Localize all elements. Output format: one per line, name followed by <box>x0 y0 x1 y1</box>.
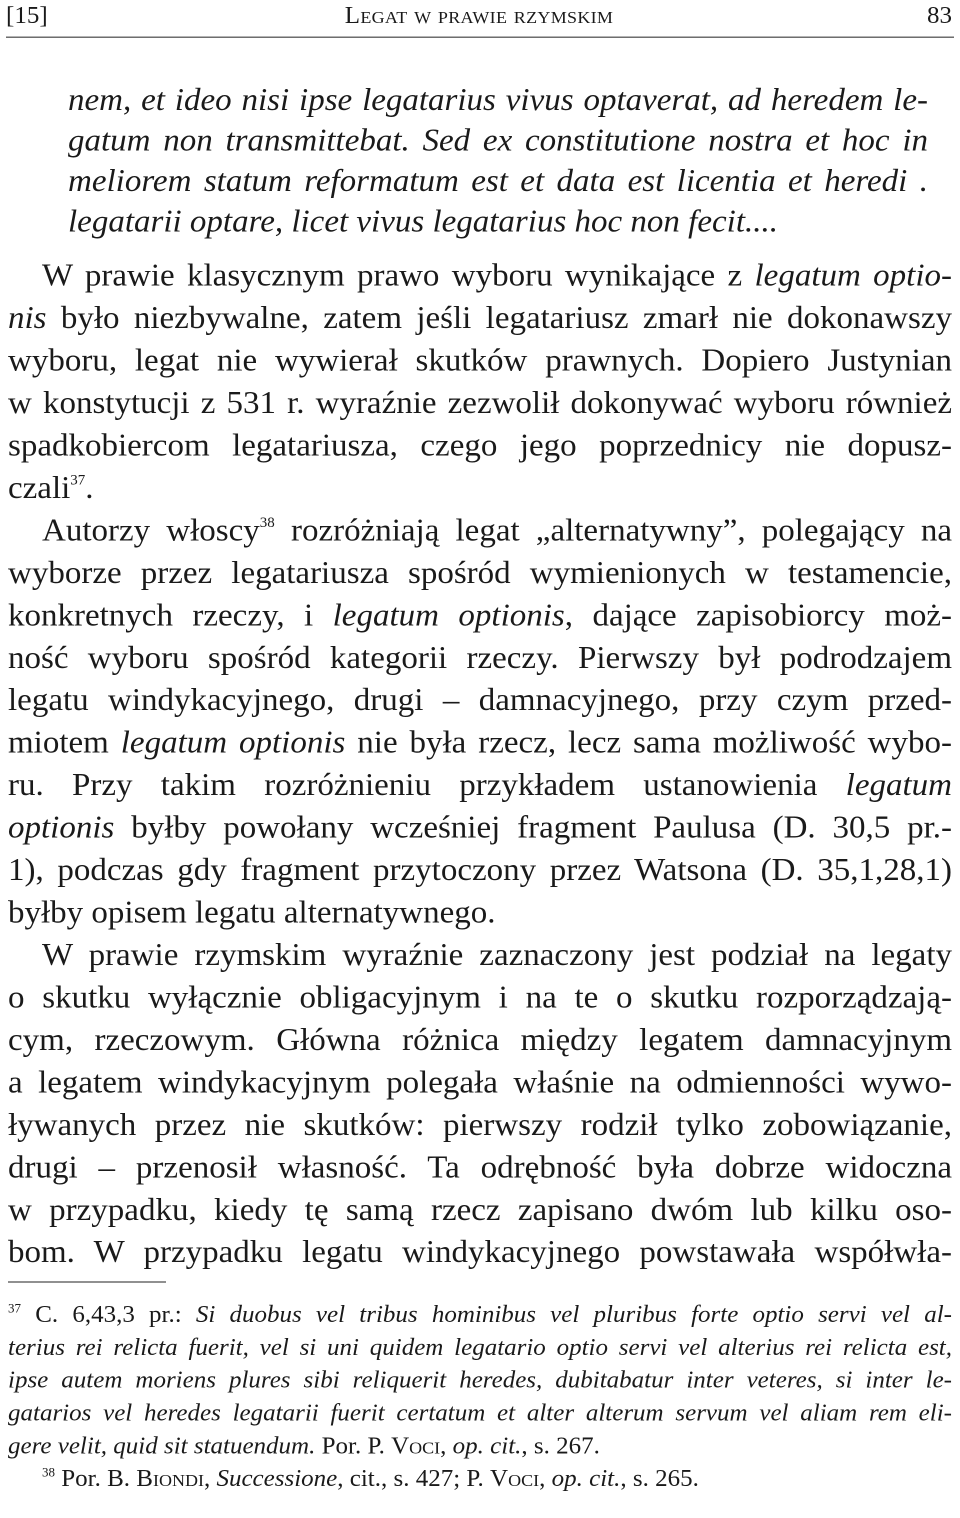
text: , <box>440 1433 453 1460</box>
paragraph-line: ność wyboru spośród kategorii rzeczy. Pierwszy był podrodzajem <box>8 640 952 676</box>
footnote-ref[interactable]: 38 <box>259 515 275 531</box>
latin-term: legatum optionis <box>332 598 565 634</box>
footnote-rule <box>8 1282 166 1283</box>
latin-term: nis <box>8 301 47 336</box>
footnote-37-line <box>8 1332 952 1365</box>
latin-term: legatum optio- <box>754 258 952 294</box>
paragraph-line: drugi – przenosił własność. Ta odrębność była dobrze widoczna <box>8 1150 952 1186</box>
text: rozróżniają legat „alternatywny”, polegający na <box>274 513 952 549</box>
paragraph-line: spadkobiercom legatariusza, czego jego poprzednicy nie dopusz- <box>8 428 952 464</box>
footnote-ref[interactable]: 37 <box>70 472 86 489</box>
quote-line: meliorem statum reformatum est et data est licentia et heredi . <box>68 164 928 199</box>
latin-quote: Si duobus vel tribus hominibus vel pluribus forte optio servi vel al- <box>195 1301 952 1328</box>
text: , <box>539 1465 552 1492</box>
latin-term: optionis <box>8 810 115 846</box>
quote-line: nem, et ideo nisi ipse legatarius vivus optaverat, ad heredem le- <box>68 82 928 118</box>
latin-quote: gere velit, quid sit statuendum. <box>8 1433 316 1460</box>
text: , cit., s. 427; P. <box>337 1465 491 1492</box>
paragraph-line <box>8 469 952 508</box>
paragraph-line <box>8 809 952 848</box>
paragraph-line: o skutku wyłącznie obligacyjnym i na te o skutku rozporządzają- <box>8 980 952 1016</box>
paragraph-line: wyboru, legat nie wywierał skutków prawnych. Dopiero Justynian <box>8 343 952 379</box>
paragraph-line <box>42 511 952 550</box>
text: czali <box>8 470 71 506</box>
paragraph-line: w konstytucji z 531 r. wyraźnie zezwolił dokonywać wyboru również <box>8 386 952 421</box>
text: , <box>203 1465 217 1492</box>
running-header <box>6 2 952 31</box>
latin-quote: terius rei relicta fuerit, vel si uni quidem legatario optio servi vel alterius rei relicta est, <box>8 1334 952 1361</box>
paragraph-line <box>8 299 952 338</box>
footnote-number: 37 <box>8 1300 21 1316</box>
text: Por. B. <box>55 1465 137 1492</box>
paragraph-line: ływanych przez nie skutków: pierwszy rodził tylko zobowiązanie, <box>8 1107 952 1143</box>
paragraph-line <box>8 724 952 763</box>
text: ru. Przy takim rozróżnieniu przykładem ustanowienia <box>8 768 846 803</box>
paragraph-line <box>8 596 952 635</box>
footnote-37-line <box>8 1397 952 1430</box>
text: , dające zapisobiorcy moż- <box>564 598 952 634</box>
latin-term: legatum <box>845 768 952 803</box>
quote-line: gatum non transmittebat. Sed ex constitutione nostra et hoc in <box>68 123 928 159</box>
footnote-37-line <box>8 1365 952 1398</box>
author-name: Biondi <box>136 1465 204 1492</box>
footnote-37-line <box>8 1299 952 1332</box>
text: konkretnych rzeczy, i <box>8 598 333 634</box>
text: było niezbywalne, zatem jeśli legatariusz zmarł nie dokonawszy <box>46 301 952 336</box>
paragraph-line: wyborze przez legatariusza spośród wymienionych w testamencie, <box>8 555 952 591</box>
paragraph-line: 1), podczas gdy fragment przytoczony przez Watsona (D. 35,1,28,1) <box>8 853 952 888</box>
paragraph-line: a legatem windykacyjnym polegała właśnie na odmienności wywo- <box>8 1065 952 1101</box>
text: Por. P. <box>315 1433 392 1460</box>
text: , s. 267. <box>521 1433 600 1460</box>
footnote-37-line <box>8 1430 952 1463</box>
paragraph-line: w przypadku, kiedy tę samą rzecz zapisano dwóm lub kilku oso- <box>8 1192 952 1228</box>
latin-quote: ipse autem moriens plures sibi reliquerit heredes, dubitabatur inter veteres, si inter le- <box>8 1367 952 1394</box>
author-name: Voci <box>391 1433 441 1460</box>
text: , s. 265. <box>620 1465 699 1492</box>
text: nie była rzecz, lecz sama możliwość wybo- <box>345 725 952 761</box>
section-number: [15] <box>6 2 48 29</box>
text: W prawie klasycznym prawo wyboru wynikające z <box>42 258 755 294</box>
latin-quote: gatarios vel heredes legatarii fuerit certatum et alter alterum servum vel aliam rem eli- <box>8 1400 952 1427</box>
quote-line: legatarii optare, licet vivus legatarius hoc non fecit.... <box>68 204 778 240</box>
citation-abbrev: op. cit. <box>452 1433 522 1460</box>
paragraph-line: W prawie rzymskim wyraźnie zaznaczony jest podział na legaty <box>42 937 952 973</box>
text: Autorzy włoscy <box>42 513 260 549</box>
paragraph-line <box>8 766 952 805</box>
paragraph-line: byłby opisem legatu alternatywnego. <box>8 895 496 931</box>
paragraph-line: legatu windykacyjnego, drugi – damnacyjnego, przy czym przed- <box>8 683 952 718</box>
text: miotem <box>8 725 121 761</box>
work-title: Successione <box>216 1465 338 1492</box>
running-title: Legat w prawie rzymskim <box>344 2 614 29</box>
paragraph-line: cym, rzeczowym. Główna różnica między legatem damnacyjnym <box>8 1022 952 1058</box>
text: C. 6,43,3 pr.: <box>21 1301 196 1328</box>
citation-abbrev: op. cit. <box>551 1465 621 1492</box>
footnote-38-line <box>42 1463 952 1496</box>
paragraph-line: bom. W przypadku legatu windykacyjnego powstawała współwła- <box>8 1235 952 1270</box>
header-rule <box>6 37 954 38</box>
latin-term: legatum optionis <box>120 725 346 761</box>
author-name: Voci <box>490 1465 540 1492</box>
footnote-number: 38 <box>42 1464 55 1480</box>
page-number: 83 <box>927 2 952 29</box>
text: . <box>85 470 94 506</box>
text: byłby powołany wcześniej fragment Paulusa (D. 30,5 pr.- <box>114 810 952 846</box>
paragraph-line <box>42 257 952 296</box>
